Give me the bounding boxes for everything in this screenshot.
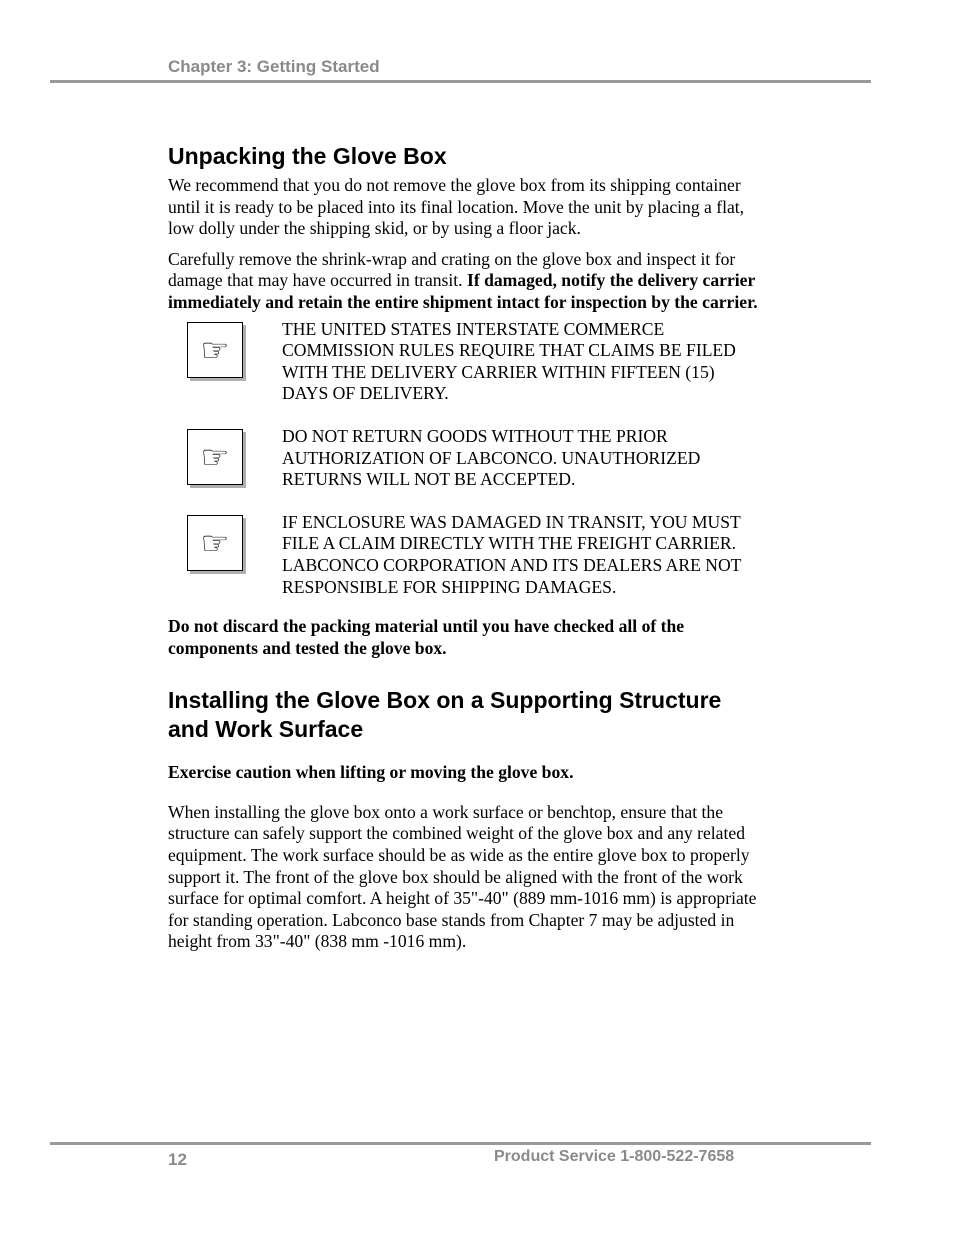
note-text: IF ENCLOSURE WAS DAMAGED IN TRANSIT, YOU MUST FILE A CLAIM DIRECTLY WITH THE FREIGHT CARRIER. LABCONCO CORPORATION AND ITS DEALERS ARE NOT RESPONSIBLE FOR SHIPPING DAMAGES. [282, 511, 742, 597]
section-heading-installing: Installing the Glove Box on a Supporting Structure and Work Surface [168, 687, 722, 743]
paragraph: When installing the glove box onto a work surface or benchtop, ensure that the structure can safely support the combined weight of the glove box and any related equipment. The work surface should be as wide as the entire glove box to properly support it. The front of the glove box should be aligned with the front of the work surface for optimal comfort. A height of 35"-40" (889 mm-1016 mm) is appropriate for standing operation. Labconco base stands from Chapter 7 may be adjusted in height from 33"-40" (838 mm -1016 mm). [168, 801, 757, 952]
paragraph-text: Carefully remove the shrink-wrap and crating on the glove box and inspect it for damage that may have occurred in transit. [168, 248, 736, 291]
bold-text: Exercise caution when lifting or moving the glove box. [168, 762, 574, 783]
note [168, 319, 758, 405]
section-heading-unpacking: Unpacking the Glove Box [168, 143, 447, 169]
note [168, 426, 758, 491]
paragraph-bold [168, 616, 758, 659]
paragraph: We recommend that you do not remove the glove box from its shipping container until it is ready to be placed into its final location. Move the unit by placing a flat, low dolly under the shipping skid, or by using a floor jack. [168, 175, 745, 239]
bold-text: Do not discard the packing material until you have checked all of the components and tested the glove box. [168, 616, 685, 658]
caution-text [168, 762, 758, 784]
footer-rule [50, 1142, 871, 1145]
product-service-phone: Product Service 1-800-522-7658 [494, 1148, 735, 1165]
note-text: DO NOT RETURN GOODS WITHOUT THE PRIOR AUTHORIZATION OF LABCONCO. UNAUTHORIZED RETURNS WILL NOT BE ACCEPTED. [282, 425, 701, 490]
page-content [168, 142, 758, 953]
pointing-hand-icon: ☞ [187, 429, 243, 485]
header-rule [50, 80, 871, 83]
running-header: Chapter 3: Getting Started [168, 57, 380, 76]
paragraph-bold-text: If damaged, notify the delivery carrier immediately and retain the entire shipment intact for inspection by the carrier. [168, 270, 758, 312]
pointing-hand-icon: ☞ [187, 515, 243, 571]
pointing-hand-icon: ☞ [187, 322, 243, 378]
paragraph [168, 249, 758, 314]
note [168, 512, 758, 598]
page-number: 12 [168, 1150, 187, 1169]
note-text: THE UNITED STATES INTERSTATE COMMERCE COMMISSION RULES REQUIRE THAT CLAIMS BE FILED WITH THE DELIVERY CARRIER WITHIN FIFTEEN (15) DAYS OF DELIVERY. [282, 318, 736, 404]
